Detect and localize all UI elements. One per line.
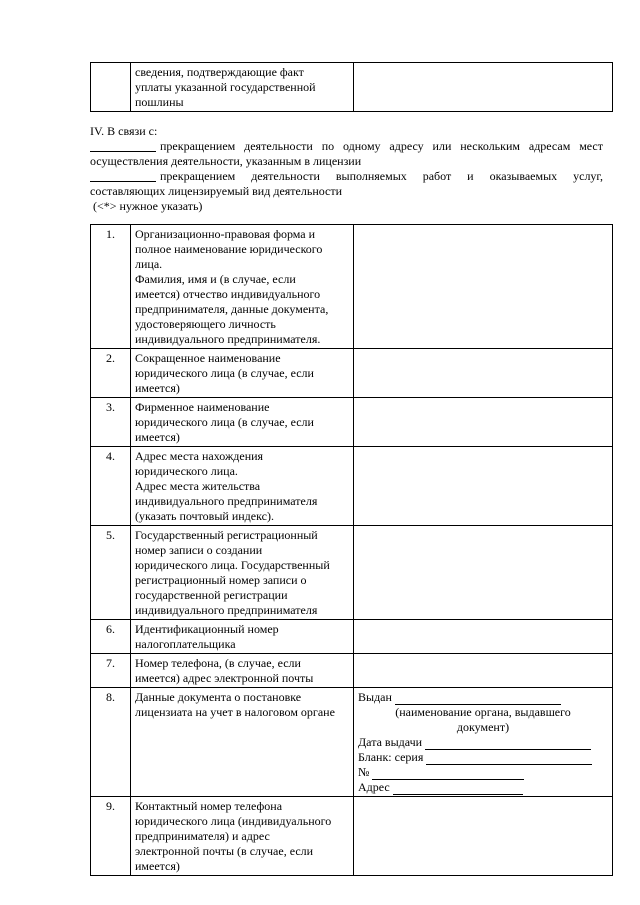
label-line: имеется) отчество индивидуального (135, 287, 321, 301)
label-line: юридического лица. (135, 464, 238, 478)
section-heading: IV. В связи с: (90, 124, 158, 138)
label-line: Идентификационный номер (135, 622, 279, 636)
table-row (91, 349, 613, 398)
section-iv (90, 124, 603, 214)
row-value-cell[interactable] (354, 654, 613, 688)
row-label-cell (131, 225, 354, 349)
option-text: прекращением деятельности выполняемых работ и оказываемых услуг, (160, 169, 603, 183)
option-text-cont: составляющих лицензируемый вид деятельности (90, 184, 343, 198)
issued-by-line (358, 690, 608, 705)
label-line: пошлины (135, 95, 184, 109)
option-line (90, 139, 603, 154)
label-line: Государственный регистрационный (135, 528, 318, 542)
label-line: государственной регистрации (135, 588, 288, 602)
label-line: Номер телефона, (в случае, если (135, 656, 301, 670)
row-label-cell (131, 526, 354, 620)
label-line: предпринимателя, данные документа, (135, 302, 329, 316)
label-line: юридического лица (индивидуального (135, 814, 332, 828)
label-line: индивидуального предпринимателя. (135, 332, 321, 346)
issue-date-field[interactable] (425, 737, 591, 750)
label-line: Адрес места жительства (135, 479, 261, 493)
issue-date-label: Дата выдачи (358, 735, 423, 749)
row-value-cell[interactable] (354, 447, 613, 526)
label-line: имеется) (135, 381, 180, 395)
table-row (91, 447, 613, 526)
issued-by-field[interactable] (395, 692, 561, 705)
number-line (358, 765, 608, 780)
row-label-cell (131, 349, 354, 398)
row-number: 6. (91, 620, 131, 654)
label-line: налогоплательщика (135, 637, 236, 651)
label-line: юридического лица (в случае, если (135, 415, 314, 429)
label-line: Фамилия, имя и (в случае, если (135, 272, 296, 286)
number-label: № (358, 765, 370, 779)
address-label: Адрес (358, 780, 390, 794)
label-line: удостоверяющего личность (135, 317, 276, 331)
table-row (91, 654, 613, 688)
label-line: лица. (135, 257, 163, 271)
row-label-cell (131, 688, 354, 797)
issuer-details-cell[interactable] (354, 688, 613, 797)
label-line: уплаты указанной государственной (135, 80, 316, 94)
org-name-caption: (наименование органа, выдавшего (395, 705, 571, 719)
row-number: 7. (91, 654, 131, 688)
table-row (91, 63, 613, 112)
row-number: 1. (91, 225, 131, 349)
table-row (91, 688, 613, 797)
label-line: электронной почты (в случае, если (135, 844, 314, 858)
number-field[interactable] (372, 767, 524, 780)
option-blank[interactable] (90, 139, 156, 152)
row-label-cell (131, 398, 354, 447)
label-line: имеется) (135, 430, 180, 444)
row-value-cell[interactable] (354, 225, 613, 349)
label-line: юридического лица. Государственный (135, 558, 330, 572)
table-row (91, 797, 613, 876)
label-line: Данные документа о постановке (135, 690, 302, 704)
label-line: индивидуального предпринимателя (135, 603, 318, 617)
org-name-caption-cont: документ) (456, 720, 510, 734)
table-row (91, 620, 613, 654)
row-value-cell[interactable] (354, 398, 613, 447)
option-text-cont: осуществления деятельности, указанным в лицензии (90, 154, 362, 168)
row-number: 9. (91, 797, 131, 876)
label-line: (указать почтовый индекс). (135, 509, 274, 523)
form-series-line (358, 750, 608, 765)
label-line: имеется) (135, 859, 180, 873)
label-line: индивидуального предпринимателя (135, 494, 318, 508)
label-line: Адрес места нахождения (135, 449, 264, 463)
row-value-cell[interactable] (354, 526, 613, 620)
top-table (90, 62, 613, 112)
table-row (91, 225, 613, 349)
label-line: юридического лица (в случае, если (135, 366, 314, 380)
label-line: Организационно-правовая форма и (135, 227, 316, 241)
address-field[interactable] (393, 782, 523, 795)
label-line: предпринимателя) и адрес (135, 829, 270, 843)
row-number: 8. (91, 688, 131, 797)
label-line: Фирменное наименование (135, 400, 270, 414)
row-value-cell[interactable] (354, 349, 613, 398)
label-line: лицензиата на учет в налоговом органе (135, 705, 335, 719)
row-number-cell (91, 63, 131, 112)
label-line: Сокращенное наименование (135, 351, 281, 365)
row-label-cell (131, 654, 354, 688)
row-label-cell (131, 447, 354, 526)
table-row (91, 398, 613, 447)
label-line: регистрационный номер записи о (135, 573, 307, 587)
row-value-cell[interactable] (354, 797, 613, 876)
row-label-cell (131, 620, 354, 654)
option-line (90, 169, 603, 184)
option-text: прекращением деятельности по одному адресу или нескольким адресам мест (160, 139, 603, 153)
address-line (358, 780, 608, 795)
row-value-cell[interactable] (354, 620, 613, 654)
label-line: номер записи о создании (135, 543, 263, 557)
label-line: полное наименование юридического (135, 242, 323, 256)
label-line: сведения, подтверждающие факт (135, 65, 304, 79)
row-number: 2. (91, 349, 131, 398)
form-series-field[interactable] (426, 752, 592, 765)
main-table (90, 224, 613, 876)
row-label-cell (131, 63, 354, 112)
row-number: 3. (91, 398, 131, 447)
row-label-cell (131, 797, 354, 876)
issue-date-line (358, 735, 608, 750)
form-series-label: Бланк: серия (358, 750, 424, 764)
row-value-cell[interactable] (354, 63, 613, 112)
issued-by-label: Выдан (358, 690, 392, 704)
option-blank[interactable] (90, 169, 156, 182)
label-line: имеется) адрес электронной почты (135, 671, 314, 685)
label-line: Контактный номер телефона (135, 799, 283, 813)
table-row (91, 526, 613, 620)
row-number: 5. (91, 526, 131, 620)
note: (<*> нужное указать) (90, 199, 203, 213)
row-number: 4. (91, 447, 131, 526)
